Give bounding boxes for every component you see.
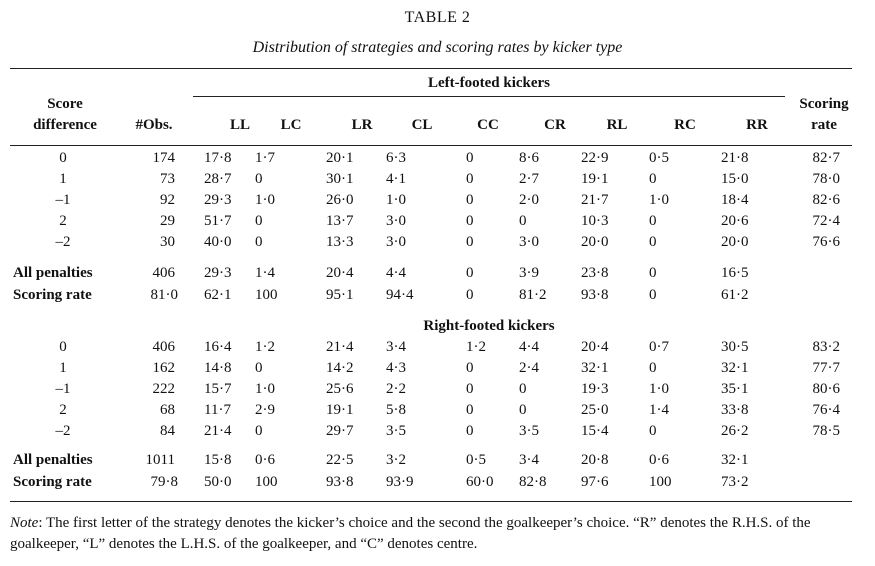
- cell-cr: 2·4: [519, 360, 539, 376]
- cell-ll: 15·7: [204, 381, 232, 397]
- cell-rc: 0: [649, 234, 657, 250]
- cell-ll: 29·3: [204, 192, 232, 208]
- cell-rl: 97·6: [581, 474, 609, 490]
- table-subtitle: Distribution of strategies and scoring rates by kicker type: [252, 39, 623, 56]
- cell-obs: 406: [152, 339, 175, 355]
- cell-rc: 100: [649, 474, 672, 490]
- header-strategy-cl: CL: [411, 117, 433, 133]
- cell-cc: 0: [466, 192, 474, 208]
- cell-obs: 73: [160, 171, 175, 187]
- cell-rl: 21·7: [581, 192, 609, 208]
- cell-rc: 1·0: [649, 192, 669, 208]
- cell-lr: 20·1: [326, 150, 354, 166]
- cell-rc: 0: [649, 360, 657, 376]
- cell-cr: 0: [519, 402, 527, 418]
- cell-rr: 15·0: [721, 171, 749, 187]
- cell-rr: 16·5: [721, 265, 749, 281]
- cell-ll: 21·4: [204, 423, 232, 439]
- cell-score-difference: 2: [59, 213, 67, 229]
- cell-scoring-rate: 77·7: [812, 360, 840, 376]
- header-strategy-ll: LL: [229, 117, 250, 133]
- cell-lr: 19·1: [326, 402, 354, 418]
- cell-cc: 1·2: [466, 339, 486, 355]
- row-label: Scoring rate: [13, 474, 92, 490]
- cell-cr: 2·0: [519, 192, 539, 208]
- cell-lr: 20·4: [326, 265, 354, 281]
- header-strategy-rc: RC: [674, 117, 696, 133]
- top-rule: [10, 68, 852, 69]
- cell-score-difference: –2: [55, 234, 71, 250]
- cell-cl: 3·2: [386, 452, 406, 468]
- cell-scoring-rate: 78·0: [812, 171, 840, 187]
- cell-cr: 82·8: [519, 474, 547, 490]
- cell-score-difference: 0: [59, 150, 67, 166]
- cell-cc: 0: [466, 213, 474, 229]
- cell-cl: 93·9: [386, 474, 414, 490]
- cell-cc: 0: [466, 171, 474, 187]
- cell-rc: 0: [649, 171, 657, 187]
- cell-rc: 0: [649, 213, 657, 229]
- cell-rr: 20·0: [721, 234, 749, 250]
- cell-rr: 21·8: [721, 150, 749, 166]
- cell-rc: 0: [649, 265, 657, 281]
- table-row: [0, 211, 875, 232]
- cell-rr: 61·2: [721, 287, 749, 303]
- table-row: [0, 358, 875, 379]
- header-rate-line2: rate: [811, 117, 837, 133]
- cell-rc: 0·5: [649, 150, 669, 166]
- cell-lr: 21·4: [326, 339, 354, 355]
- cell-lc: 0·6: [255, 452, 275, 468]
- cell-cl: 3·5: [386, 423, 406, 439]
- cell-rc: 1·4: [649, 402, 669, 418]
- cell-cr: 81·2: [519, 287, 547, 303]
- cell-lc: 1·0: [255, 192, 275, 208]
- cell-ll: 40·0: [204, 234, 232, 250]
- cell-lr: 14·2: [326, 360, 354, 376]
- cell-cl: 1·0: [386, 192, 406, 208]
- cell-cc: 0: [466, 287, 474, 303]
- cell-cr: 0: [519, 213, 527, 229]
- cell-obs: 81·0: [150, 287, 178, 303]
- table-row: [0, 379, 875, 400]
- cell-cl: 3·0: [386, 234, 406, 250]
- cell-obs: 222: [152, 381, 175, 397]
- cell-cr: 0: [519, 381, 527, 397]
- all-penalties-row: [0, 450, 875, 471]
- cell-obs: 406: [152, 265, 175, 281]
- cell-obs: 1011: [145, 452, 175, 468]
- cell-lc: 0: [255, 213, 263, 229]
- scoring-rate-row: [0, 285, 875, 306]
- cell-lc: 0: [255, 171, 263, 187]
- cell-cl: 4·4: [386, 265, 406, 281]
- header-strategy-lr: LR: [351, 117, 373, 133]
- cell-scoring-rate: 72·4: [812, 213, 840, 229]
- cell-lc: 1·0: [255, 381, 275, 397]
- cell-ll: 29·3: [204, 265, 232, 281]
- cell-cr: 3·0: [519, 234, 539, 250]
- cell-lr: 25·6: [326, 381, 354, 397]
- cell-lr: 29·7: [326, 423, 354, 439]
- cell-rl: 10·3: [581, 213, 609, 229]
- cell-rr: 20·6: [721, 213, 749, 229]
- table-note: [10, 513, 855, 555]
- cell-lc: 1·2: [255, 339, 275, 355]
- note-label: Note: [10, 515, 39, 531]
- cell-ll: 15·8: [204, 452, 232, 468]
- cell-lr: 30·1: [326, 171, 354, 187]
- cell-scoring-rate: 80·6: [812, 381, 840, 397]
- cell-rr: 33·8: [721, 402, 749, 418]
- header-bottom-rule: [10, 145, 852, 146]
- header-strategy-rr: RR: [746, 117, 768, 133]
- cell-rc: 0·6: [649, 452, 669, 468]
- cell-ll: 62·1: [204, 287, 232, 303]
- cell-cc: 0: [466, 360, 474, 376]
- cell-rr: 32·1: [721, 452, 749, 468]
- cell-cl: 4·3: [386, 360, 406, 376]
- cell-obs: 84: [160, 423, 175, 439]
- cell-cc: 0: [466, 150, 474, 166]
- cell-cc: 0: [466, 423, 474, 439]
- cell-rl: 15·4: [581, 423, 609, 439]
- cell-cr: 3·9: [519, 265, 539, 281]
- cell-rl: 23·8: [581, 265, 609, 281]
- table-row: [0, 190, 875, 211]
- cell-rl: 19·3: [581, 381, 609, 397]
- cell-rr: 73·2: [721, 474, 749, 490]
- cell-rl: 32·1: [581, 360, 609, 376]
- cell-scoring-rate: 78·5: [812, 423, 840, 439]
- cell-obs: 79·8: [150, 474, 178, 490]
- cell-rr: 26·2: [721, 423, 749, 439]
- right-footed-heading: Right-footed kickers: [423, 318, 555, 334]
- header-score-line1: Score: [47, 96, 83, 112]
- cell-ll: 17·8: [204, 150, 232, 166]
- cell-rl: 20·4: [581, 339, 609, 355]
- cell-lc: 0: [255, 360, 263, 376]
- cell-obs: 30: [160, 234, 175, 250]
- table-row: [0, 337, 875, 358]
- cell-scoring-rate: 76·6: [812, 234, 840, 250]
- cell-ll: 50·0: [204, 474, 232, 490]
- table-title: TABLE 2: [404, 9, 471, 26]
- cell-rl: 20·8: [581, 452, 609, 468]
- header-score-line2: difference: [33, 117, 97, 133]
- cell-rc: 0: [649, 287, 657, 303]
- cell-scoring-rate: 82·7: [812, 150, 840, 166]
- cell-scoring-rate: 83·2: [812, 339, 840, 355]
- cell-lr: 93·8: [326, 474, 354, 490]
- cell-ll: 28·7: [204, 171, 232, 187]
- cell-lc: 2·9: [255, 402, 275, 418]
- row-label: All penalties: [13, 265, 93, 281]
- cell-lc: 100: [255, 287, 278, 303]
- cell-cl: 3·0: [386, 213, 406, 229]
- cell-lr: 13·3: [326, 234, 354, 250]
- row-label: All penalties: [13, 452, 93, 468]
- cell-ll: 51·7: [204, 213, 232, 229]
- cell-cr: 2·7: [519, 171, 539, 187]
- header-scoring-rate: [788, 94, 860, 136]
- bottom-rule: [10, 501, 852, 502]
- cell-obs: 68: [160, 402, 175, 418]
- cell-rc: 0: [649, 423, 657, 439]
- cell-ll: 16·4: [204, 339, 232, 355]
- cell-ll: 11·7: [204, 402, 231, 418]
- cell-lr: 22·5: [326, 452, 354, 468]
- cell-cc: 60·0: [466, 474, 494, 490]
- cell-score-difference: –1: [55, 192, 71, 208]
- cell-lc: 0: [255, 234, 263, 250]
- cell-cl: 5·8: [386, 402, 406, 418]
- header-obs: #Obs.: [135, 117, 173, 133]
- cell-cc: 0: [466, 234, 474, 250]
- cell-lc: 1·7: [255, 150, 275, 166]
- table-row: [0, 148, 875, 169]
- scoring-rate-row: [0, 472, 875, 493]
- cell-score-difference: –1: [55, 381, 71, 397]
- cell-obs: 174: [152, 150, 175, 166]
- cell-cl: 3·4: [386, 339, 406, 355]
- cell-rl: 20·0: [581, 234, 609, 250]
- cell-lc: 0: [255, 423, 263, 439]
- cell-rl: 19·1: [581, 171, 609, 187]
- cell-score-difference: –2: [55, 423, 71, 439]
- cell-cc: 0: [466, 265, 474, 281]
- header-strategy-lc: LC: [280, 117, 302, 133]
- table-row: [0, 232, 875, 253]
- cell-cr: 8·6: [519, 150, 539, 166]
- cell-rl: 22·9: [581, 150, 609, 166]
- cell-cl: 6·3: [386, 150, 406, 166]
- cell-score-difference: 1: [59, 171, 67, 187]
- cell-rr: 18·4: [721, 192, 749, 208]
- cell-cr: 3·5: [519, 423, 539, 439]
- cell-rr: 32·1: [721, 360, 749, 376]
- cell-cl: 2·2: [386, 381, 406, 397]
- cell-score-difference: 0: [59, 339, 67, 355]
- cell-lc: 1·4: [255, 265, 275, 281]
- cell-ll: 14·8: [204, 360, 232, 376]
- cell-rl: 25·0: [581, 402, 609, 418]
- cell-rc: 0·7: [649, 339, 669, 355]
- cell-cc: 0: [466, 381, 474, 397]
- note-text: : The first letter of the strategy denotes the kicker’s choice and the second the goalkeeper’s choice. “R” denotes the R.H.S. of the goalkeeper, “L” denotes the L.H.S. of the goalkeeper, and “C” denotes centre.: [10, 515, 811, 552]
- cell-cl: 94·4: [386, 287, 414, 303]
- cell-cr: 3·4: [519, 452, 539, 468]
- header-score-difference: [20, 94, 110, 136]
- row-label: Scoring rate: [13, 287, 92, 303]
- cell-score-difference: 2: [59, 402, 67, 418]
- header-rate-line1: Scoring: [799, 96, 849, 112]
- header-strategy-cr: CR: [544, 117, 566, 133]
- cell-rr: 35·1: [721, 381, 749, 397]
- cell-cr: 4·4: [519, 339, 539, 355]
- cell-lr: 26·0: [326, 192, 354, 208]
- cell-obs: 29: [160, 213, 175, 229]
- cell-scoring-rate: 82·6: [812, 192, 840, 208]
- cell-rc: 1·0: [649, 381, 669, 397]
- cell-score-difference: 1: [59, 360, 67, 376]
- all-penalties-row: [0, 263, 875, 284]
- cell-lr: 95·1: [326, 287, 354, 303]
- table-row: [0, 421, 875, 442]
- cell-cc: 0: [466, 402, 474, 418]
- cell-obs: 162: [152, 360, 175, 376]
- header-strategy-rl: RL: [606, 117, 628, 133]
- table-row: [0, 169, 875, 190]
- cell-cl: 4·1: [386, 171, 406, 187]
- table-row: [0, 400, 875, 421]
- cell-rl: 93·8: [581, 287, 609, 303]
- header-strategy-cc: CC: [477, 117, 499, 133]
- cell-cc: 0·5: [466, 452, 486, 468]
- cell-obs: 92: [160, 192, 175, 208]
- left-footed-heading: Left-footed kickers: [427, 75, 551, 91]
- cell-rr: 30·5: [721, 339, 749, 355]
- cell-lr: 13·7: [326, 213, 354, 229]
- cell-lc: 100: [255, 474, 278, 490]
- group-rule: [193, 96, 785, 97]
- cell-scoring-rate: 76·4: [812, 402, 840, 418]
